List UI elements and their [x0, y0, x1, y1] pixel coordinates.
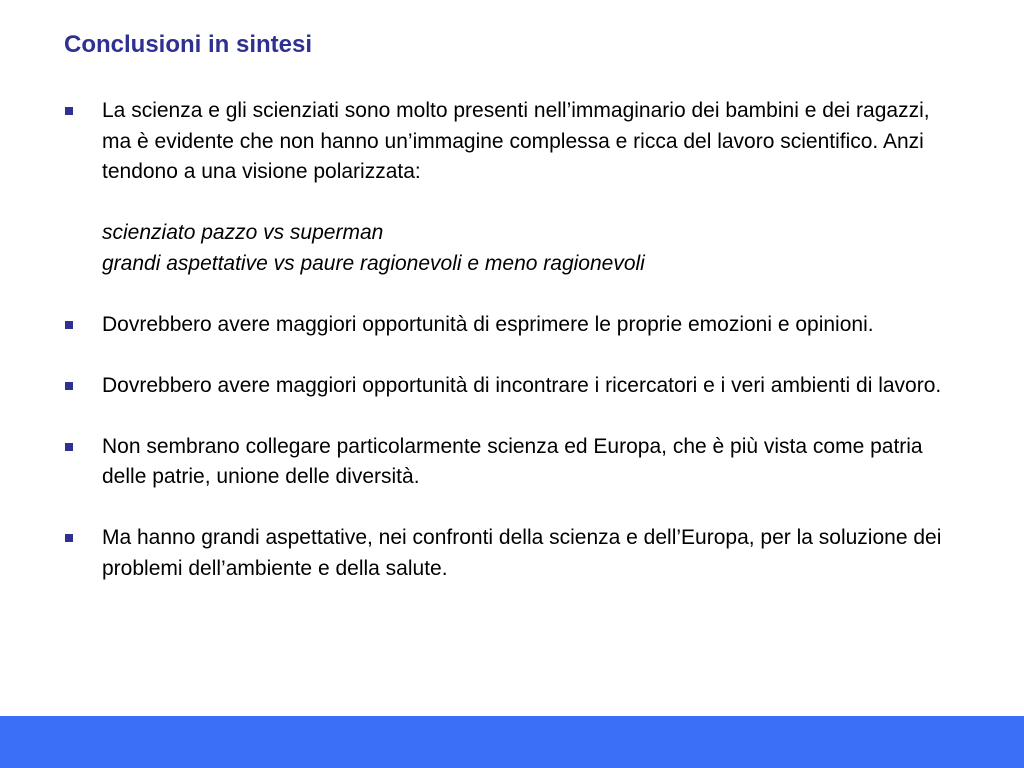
bullet-text: Dovrebbero avere maggiori opportunità di incontrare i ricercatori e i veri ambienti di lavoro. — [102, 373, 942, 397]
bullet-item — [102, 432, 962, 493]
bullet-item — [102, 523, 962, 584]
footer-bar — [0, 716, 1024, 768]
square-bullet-icon — [65, 443, 73, 451]
square-bullet-icon — [65, 534, 73, 542]
square-bullet-icon — [65, 107, 73, 115]
italic-line: scienziato pazzo vs superman — [102, 221, 384, 244]
slide-title: Conclusioni in sintesi — [64, 31, 313, 58]
bullet-text: La scienza e gli scienziati sono molto presenti nell’immaginario dei bambini e dei ragazzi, ma è evidente che non hanno un’immagine complessa e ricca del lavoro scientifico. Anzi tendono a una visione polarizzata: — [102, 99, 930, 183]
bullet-item — [102, 310, 962, 341]
bullet-text: Non sembrano collegare particolarmente scienza ed Europa, che è più vista come patria delle patrie, unione delle diversità. — [102, 434, 923, 488]
bullet-text: Dovrebbero avere maggiori opportunità di esprimere le proprie emozioni e opinioni. — [102, 312, 874, 336]
bullet-item — [102, 371, 962, 402]
italic-line: grandi aspettative vs paure ragionevoli e meno ragionevoli — [102, 251, 645, 275]
square-bullet-icon — [65, 382, 73, 390]
square-bullet-icon — [65, 321, 73, 329]
bullet-list — [102, 96, 962, 584]
bullet-text: Ma hanno grandi aspettative, nei confronti della scienza e dell’Europa, per la soluzione dei problemi dell’ambiente e della salute. — [102, 526, 942, 580]
bullet-item — [102, 96, 962, 279]
polarized-views — [102, 218, 962, 279]
